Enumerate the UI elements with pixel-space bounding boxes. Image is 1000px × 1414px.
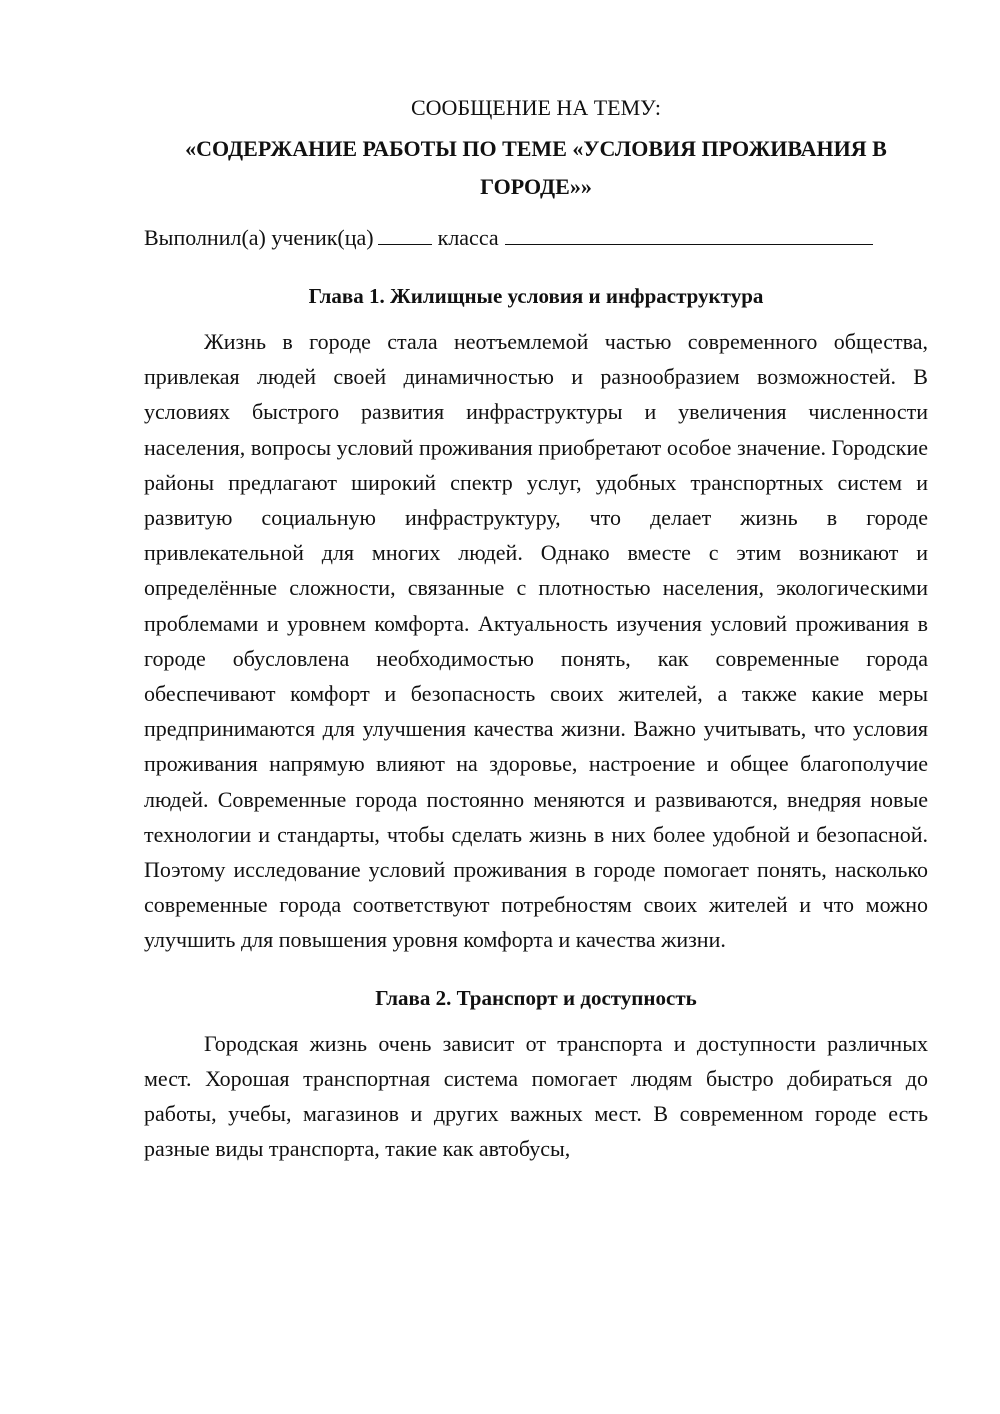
author-label: Выполнил(а) ученик(ца) [144,225,374,250]
chapter-1-title: Глава 1. Жилищные условия и инфраструктура [308,284,764,308]
grade-blank-field [378,222,432,245]
class-label: класса [437,225,499,250]
name-blank-field [505,222,873,245]
chapter-2-paragraph: Городская жизнь очень зависит от транспорта и доступности различных мест. Хорошая транспортная система помогает людям быстро добираться до работы, учебы, магазинов и других важных мест. В современном городе есть разные виды транспорта, такие как автобусы, [144,1030,928,1162]
author-line [144,220,928,256]
document-body [144,90,928,1166]
document-heading: СООБЩЕНИЕ НА ТЕМУ: [411,95,661,120]
chapter-2-title: Глава 2. Транспорт и доступность [375,985,697,1010]
document-subject: «СОДЕРЖАНИЕ РАБОТЫ ПО ТЕМЕ «УСЛОВИЯ ПРОЖИВАНИЯ В ГОРОДЕ»» [185,136,887,199]
chapter-1-paragraph: Жизнь в городе стала неотъемлемой частью современного общества, привлекая людей своей динамичностью и разнообразием возможностей. В условиях быстрого развития инфраструктуры и увеличения численности населения, вопросы условий проживания приобретают особое значение. Городские районы предлагают широкий спектр услуг, удобных транспортных систем и развитую социальную инфраструктуру, что делает жизнь в городе привлекательной для многих людей. Однако вместе с этим возникают и определённые сложности, связанные с плотностью населения, экологическими проблемами и уровнем комфорта. Актуальность изучения условий проживания в городе обусловлена необходимостью понять, как современные города обеспечивают комфорт и безопасность своих жителей, а также какие меры предпринимаются для улучшения качества жизни. Важно учитывать, что условия проживания напрямую влияют на здоровье, настроение и общее благополучие людей. Современные города постоянно меняются и развиваются, внедряя новые технологии и стандарты, чтобы сделать жизнь в них более удобной и безопасной. Поэтому исследование условий проживания в городе помогает понять, насколько современные города соответствуют потребностям своих жителей и что можно улучшить для повышения уровня комфорта и качества жизни. [144,329,928,953]
